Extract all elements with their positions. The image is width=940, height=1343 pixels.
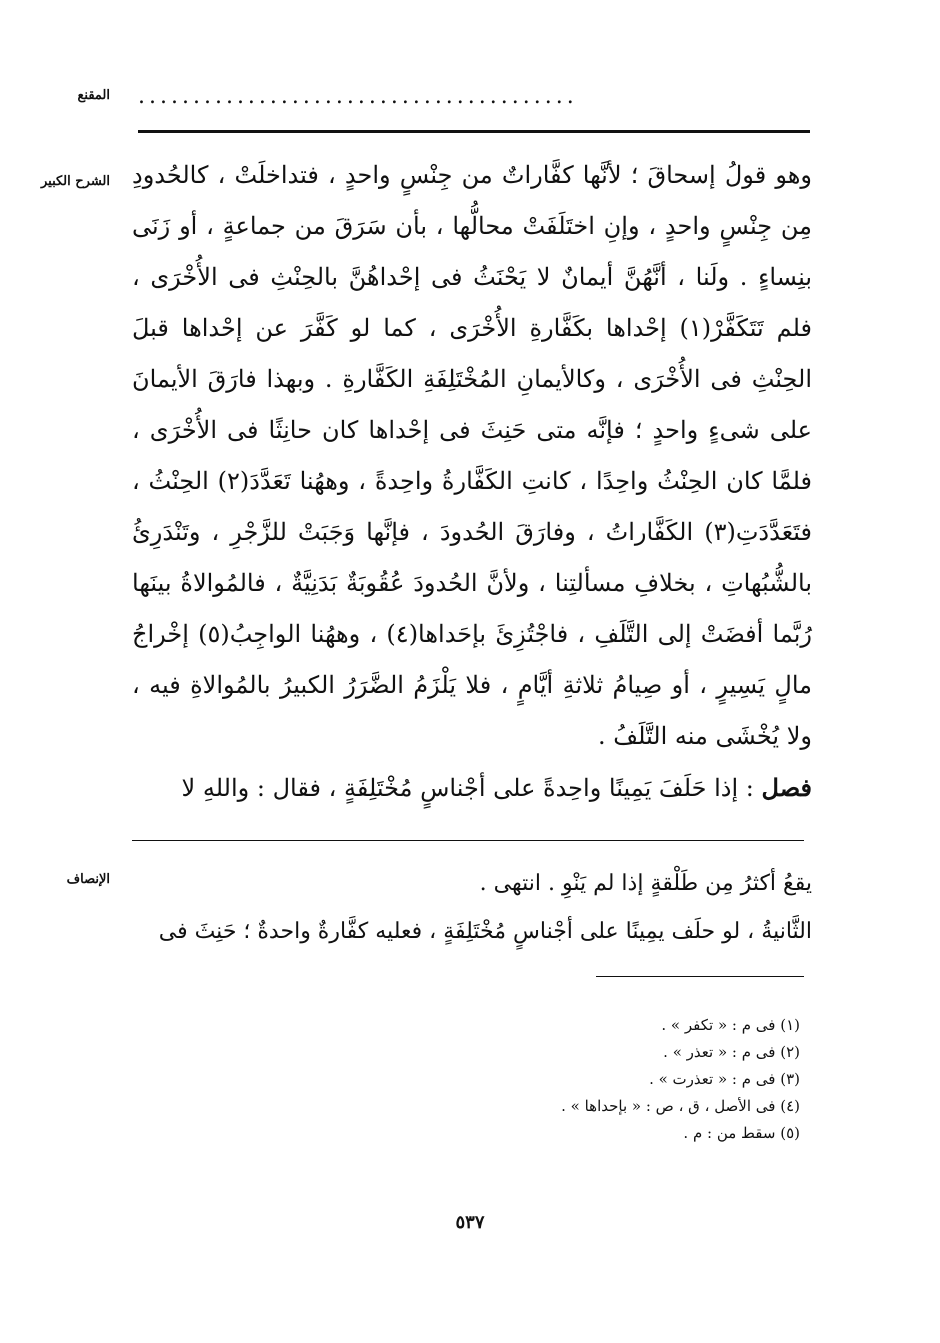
section-divider — [132, 840, 804, 841]
header-rule — [138, 130, 810, 133]
insaf-line-1: يقعُ أكثرُ مِن طَلْقةٍ إذا لم يَنْوِ . انتهى . — [479, 871, 812, 896]
main-commentary — [132, 150, 812, 814]
section-title: المقنع — [77, 88, 110, 103]
insaf-line-2: الثَّانيةُ ، لو حلَف يمِينًا على أجْناسٍ مُخْتَلِفَةٍ ، فعليه كفَّارةٌ واحدةٌ ؛ حَنِثَ فى — [158, 919, 812, 944]
header-leader-dots: ........................................ — [138, 84, 578, 109]
footnote-item: (٣) فى م : « تعذرت » . — [649, 1070, 800, 1088]
commentary-paragraph: وهو قولُ إسحاقَ ؛ لأنَّها كفَّاراتٌ من جِنْسٍ واحدٍ ، فتداخلَتْ ، كالحُدودِ مِن جِنْسٍ واحدٍ ، وإنِ اختَلَفَتْ محالُّها ، بأن سَرَقَ من جماعةٍ ، أو زَنَى بنِساءٍ . ولَنا ، أنَّهُنَّ أيمانٌ لا يَحْنَثُ فى إحْداهُنَّ بالحِنْثِ فى الأُخْرَى ، فلم تَتَكَفَّرْ(١) إحْداها بكَفَّارةِ الأُخْرَى ، كما لو كَفَّرَ عن إحْداها قبلَ الحِنْثِ فى الأُخْرَى ، وكالأيمانِ المُخْتَلِفَةِ الكَفَّارةِ . وبهذا فارَقَ الأيمانَ على شىءٍ واحدٍ ؛ فإنَّه متى حَنِثَ فى إحْداها كان حانِثًا فى الأُخْرَى ، فلمَّا كان الحِنْثُ واحِدًا ، كانتِ الكَفَّارةُ واحِدةً ، وههُنا تَعَدَّدَ(٢) الحِنْثُ ، فتَعَدَّدَتِ(٣) الكَفَّاراتُ ، وفارَقَ الحُدودَ ، فإنَّها وَجَبَتْ للزَّجْرِ ، وتَنْدَرِئُ بالشُّبُهاتِ ، بخلافِ مسألتِنا ، ولأنَّ الحُدودَ عُقُوبَةٌ بَدَنِيَّةٌ ، فالمُوالاةُ بينَها رُبَّما أفضَتْ إلى التَّلَفِ ، فاجْتُزِئَ بإحَداها(٤) ، وههُنا الواجِبُ(٥) إخْراجُ مالٍ يَسِيرٍ ، أو صِيامُ ثلاثةِ أيَّامٍ ، فلا يَلْزَمُ الضَّرَرُ الكبيرُ بالمُوالاةِ فيه ، ولا يُخْشَى منه التَّلَفُ . — [132, 161, 812, 750]
page-number: ٥٣٧ — [455, 1212, 485, 1233]
fasl-label: فصل — [761, 773, 812, 802]
margin-label-insaf: الإنصاف — [66, 872, 110, 887]
footnote-item: (٥) سقط من : م . — [683, 1124, 800, 1142]
footnote-item: (٤) فى الأصل ، ق ، ص : « بإحداها » . — [561, 1097, 800, 1115]
fasl-text: : إذا حَلَفَ يَمِينًا واحِدةً على أجْناسٍ مُخْتَلِفَةٍ ، فقال : واللهِ لا — [181, 774, 754, 802]
running-header — [130, 84, 810, 114]
insaf-text — [132, 860, 812, 956]
fasl-paragraph — [132, 762, 812, 814]
footnotes-list — [400, 1012, 800, 1147]
margin-label-sharh: الشرح الكبير — [40, 174, 110, 189]
footnote-item: (١) فى م : « تكفر » . — [661, 1016, 800, 1034]
footnote-rule — [596, 976, 804, 977]
footnote-item: (٢) فى م : « تعذر » . — [663, 1043, 800, 1061]
